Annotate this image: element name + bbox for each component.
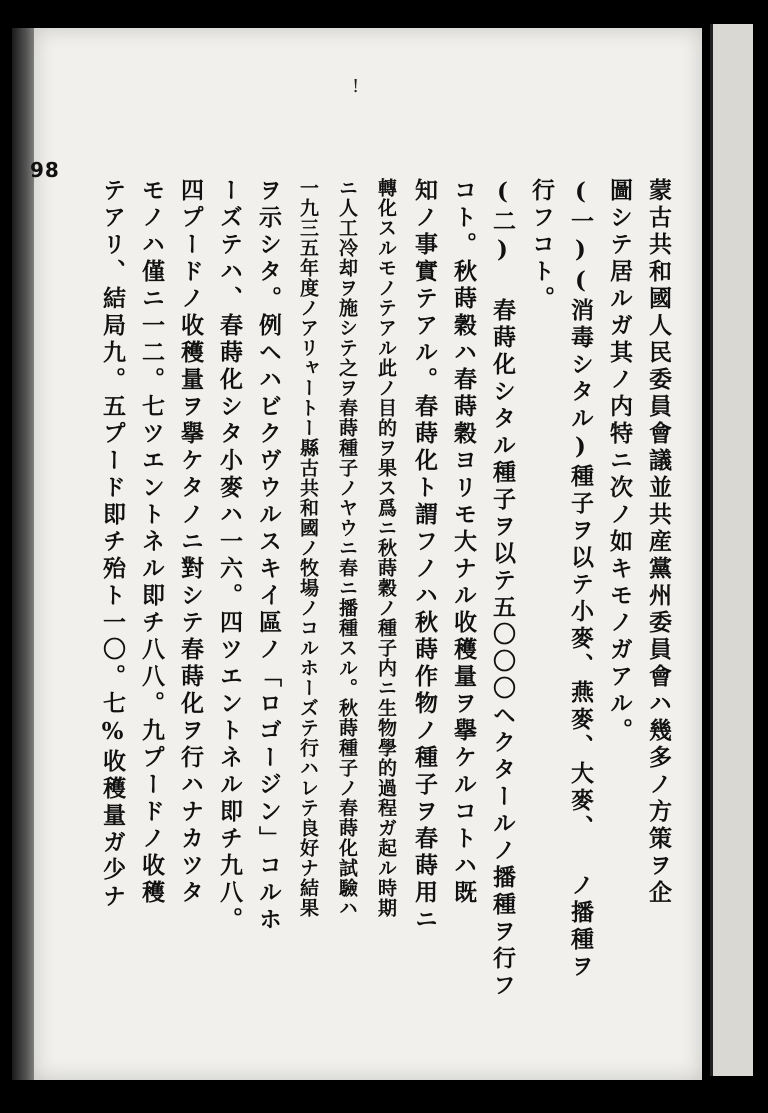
text-line: 一九三五年度ノアリャートー縣古共和國ノ牧場ノコルホーズテ行ハレテ良好ナ結果 bbox=[297, 178, 319, 918]
text-line: (二) 春蒔化シタル種子ヲ以テ五〇〇〇ヘクタールノ播種ヲ行フ bbox=[489, 178, 516, 1000]
text-line: 知ノ事實テアル。春蒔化ト謂フノハ秋蒔作物ノ種子ヲ春蒔用ニ bbox=[411, 178, 438, 934]
vertical-text-block bbox=[93, 178, 678, 1038]
text-line: 轉化スルモノテアル此ノ目的ヲ果ス爲ニ秋蒔穀ノ種子内ニ生物學的過程ガ起ル時期 bbox=[375, 178, 397, 918]
text-line: ニ人工冷却ヲ施シテ之ヲ春蒔種子ノヤウニ春ニ播種スル。秋蒔種子ノ春蒔化試驗ハ bbox=[336, 178, 358, 918]
page-mark: ! bbox=[352, 76, 360, 97]
text-line: ヲ示シタ。例ヘハビクヴウルスキイ區ノ「ロゴージン」コルホ bbox=[255, 178, 282, 934]
text-line: 四プードノ收穫量ヲ擧ケタノニ對シテ春蒔化ヲ行ハナカツタ bbox=[177, 178, 204, 907]
text-line: モノハ僅ニ一二。七ツエントネル即チ八八。九プードノ收穫 bbox=[138, 178, 165, 907]
text-line: 行フコト。 bbox=[528, 178, 555, 313]
text-line: ーズテハ、春蒔化シタ小麥ハ一六。四ツエントネル即チ九八。 bbox=[216, 178, 243, 934]
book-spine bbox=[12, 28, 36, 1080]
text-line: 蒙古共和國人民委員會議並共産黨州委員會ハ幾多ノ方策ヲ企 bbox=[645, 178, 672, 907]
text-line: テアリ、結局九。五プード即チ殆ト一〇。七%收穫量ガ少ナ bbox=[99, 178, 126, 911]
text-line: 圖シテ居ルガ其ノ内特ニ次ノ如キモノガアル。 bbox=[606, 178, 633, 745]
adjacent-page-edge bbox=[710, 24, 753, 1076]
text-line: (一)(消毒シタル)種子ヲ以テ小麥、燕麥、大麥、 ノ播種ヲ bbox=[567, 178, 594, 981]
page-number: 98 bbox=[30, 158, 60, 182]
text-line: コト。秋蒔穀ハ春蒔穀ヨリモ大ナル收穫量ヲ擧ケルコトハ既 bbox=[450, 178, 477, 907]
